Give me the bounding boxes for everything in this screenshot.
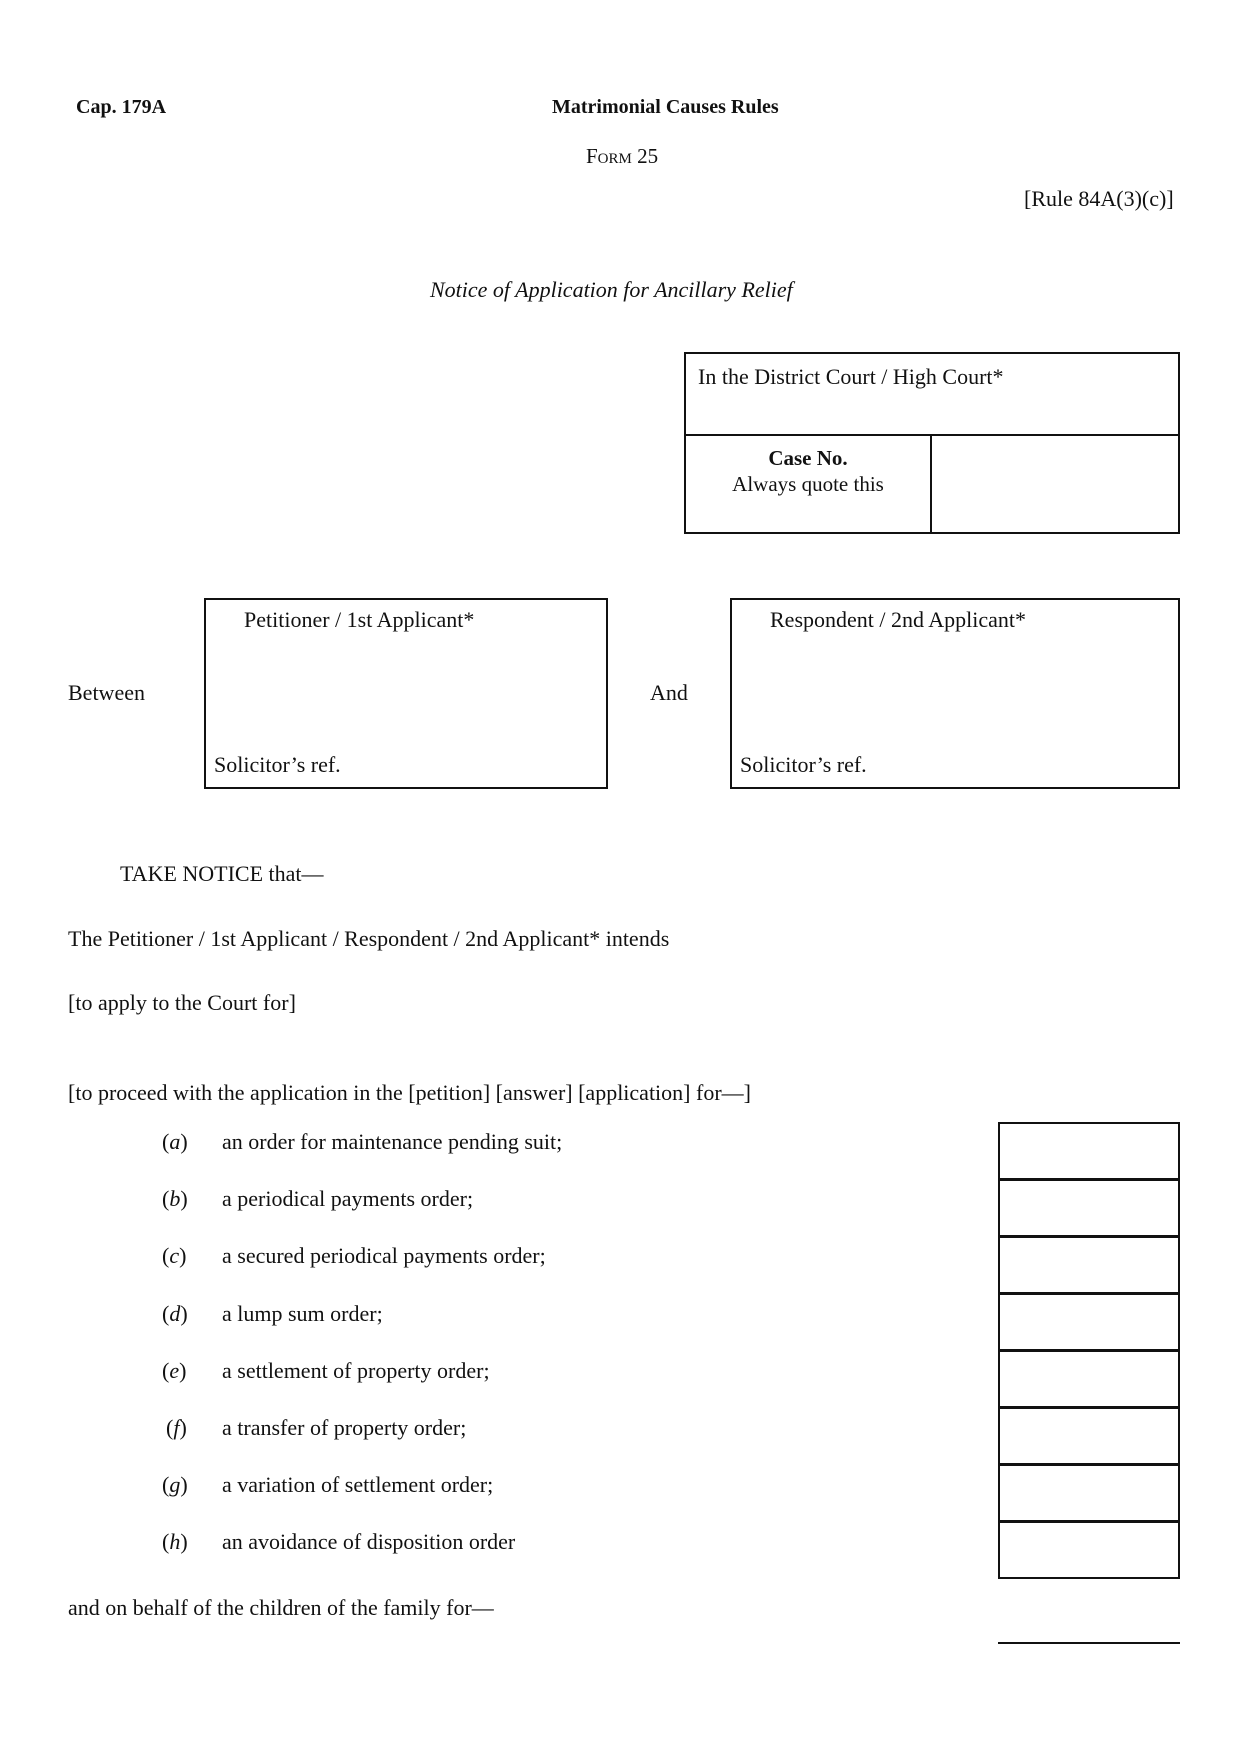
intends-statement: The Petitioner / 1st Applicant / Respondent / 2nd Applicant* intends	[68, 926, 670, 951]
order-letter-h: (h)	[162, 1529, 188, 1554]
respondent-label: Respondent / 2nd Applicant*	[770, 607, 1027, 632]
apply-option: [to apply to the Court for]	[68, 990, 296, 1015]
respondent-solicitor-ref: Solicitor’s ref.	[740, 752, 867, 777]
order-text-d: a lump sum order;	[222, 1301, 383, 1326]
notice-title: Notice of Application for Ancillary Relief	[430, 277, 793, 302]
between-label: Between	[68, 680, 145, 705]
order-text-g: a variation of settlement order;	[222, 1472, 494, 1497]
order-checkbox-a[interactable]	[998, 1122, 1180, 1180]
order-letter-f: (f)	[166, 1415, 187, 1440]
order-text-a: an order for maintenance pending suit;	[222, 1129, 563, 1154]
form-number: Form 25	[586, 144, 659, 168]
order-letter-b: (b)	[162, 1186, 188, 1211]
case-number-label-box	[684, 434, 932, 534]
order-checkbox-e[interactable]	[998, 1350, 1180, 1408]
case-number-label: Case No.	[768, 446, 848, 470]
order-text-e: a settlement of property order;	[222, 1358, 490, 1383]
order-text-c: a secured periodical payments order;	[222, 1243, 546, 1268]
order-text-h: an avoidance of disposition order	[222, 1529, 516, 1554]
document-title: Matrimonial Causes Rules	[552, 96, 779, 118]
respondent-box[interactable]	[730, 598, 1180, 789]
order-checkbox-g[interactable]	[998, 1464, 1180, 1522]
case-number-field[interactable]	[930, 434, 1180, 534]
order-text-f: a transfer of property order;	[222, 1415, 467, 1440]
children-statement: and on behalf of the children of the family for—	[68, 1595, 494, 1620]
court-label: In the District Court / High Court*	[698, 364, 1004, 389]
proceed-option: [to proceed with the application in the [petition] [answer] [application] for—]	[68, 1080, 751, 1105]
order-checkbox-h[interactable]	[998, 1521, 1180, 1579]
petitioner-box[interactable]	[204, 598, 608, 789]
take-notice: TAKE NOTICE that—	[120, 861, 324, 886]
order-text-b: a periodical payments order;	[222, 1186, 474, 1211]
petitioner-label: Petitioner / 1st Applicant*	[244, 607, 475, 632]
order-checkbox-b[interactable]	[998, 1179, 1180, 1237]
order-letter-g: (g)	[162, 1472, 188, 1497]
order-checkbox-d[interactable]	[998, 1293, 1180, 1351]
petitioner-solicitor-ref: Solicitor’s ref.	[214, 752, 341, 777]
court-box	[684, 352, 1180, 436]
order-letter-d: (d)	[162, 1301, 188, 1326]
order-letter-c: (c)	[162, 1243, 187, 1268]
case-number-note: Always quote this	[732, 472, 884, 496]
order-letter-e: (e)	[162, 1358, 187, 1383]
order-letter-a: (a)	[162, 1129, 188, 1154]
rule-reference: [Rule 84A(3)(c)]	[1024, 186, 1174, 211]
order-checkbox-c[interactable]	[998, 1236, 1180, 1294]
order-checkbox-f[interactable]	[998, 1407, 1180, 1465]
and-label: And	[650, 680, 688, 705]
children-field-line[interactable]	[998, 1642, 1180, 1644]
chapter-number: Cap. 179A	[76, 96, 167, 118]
